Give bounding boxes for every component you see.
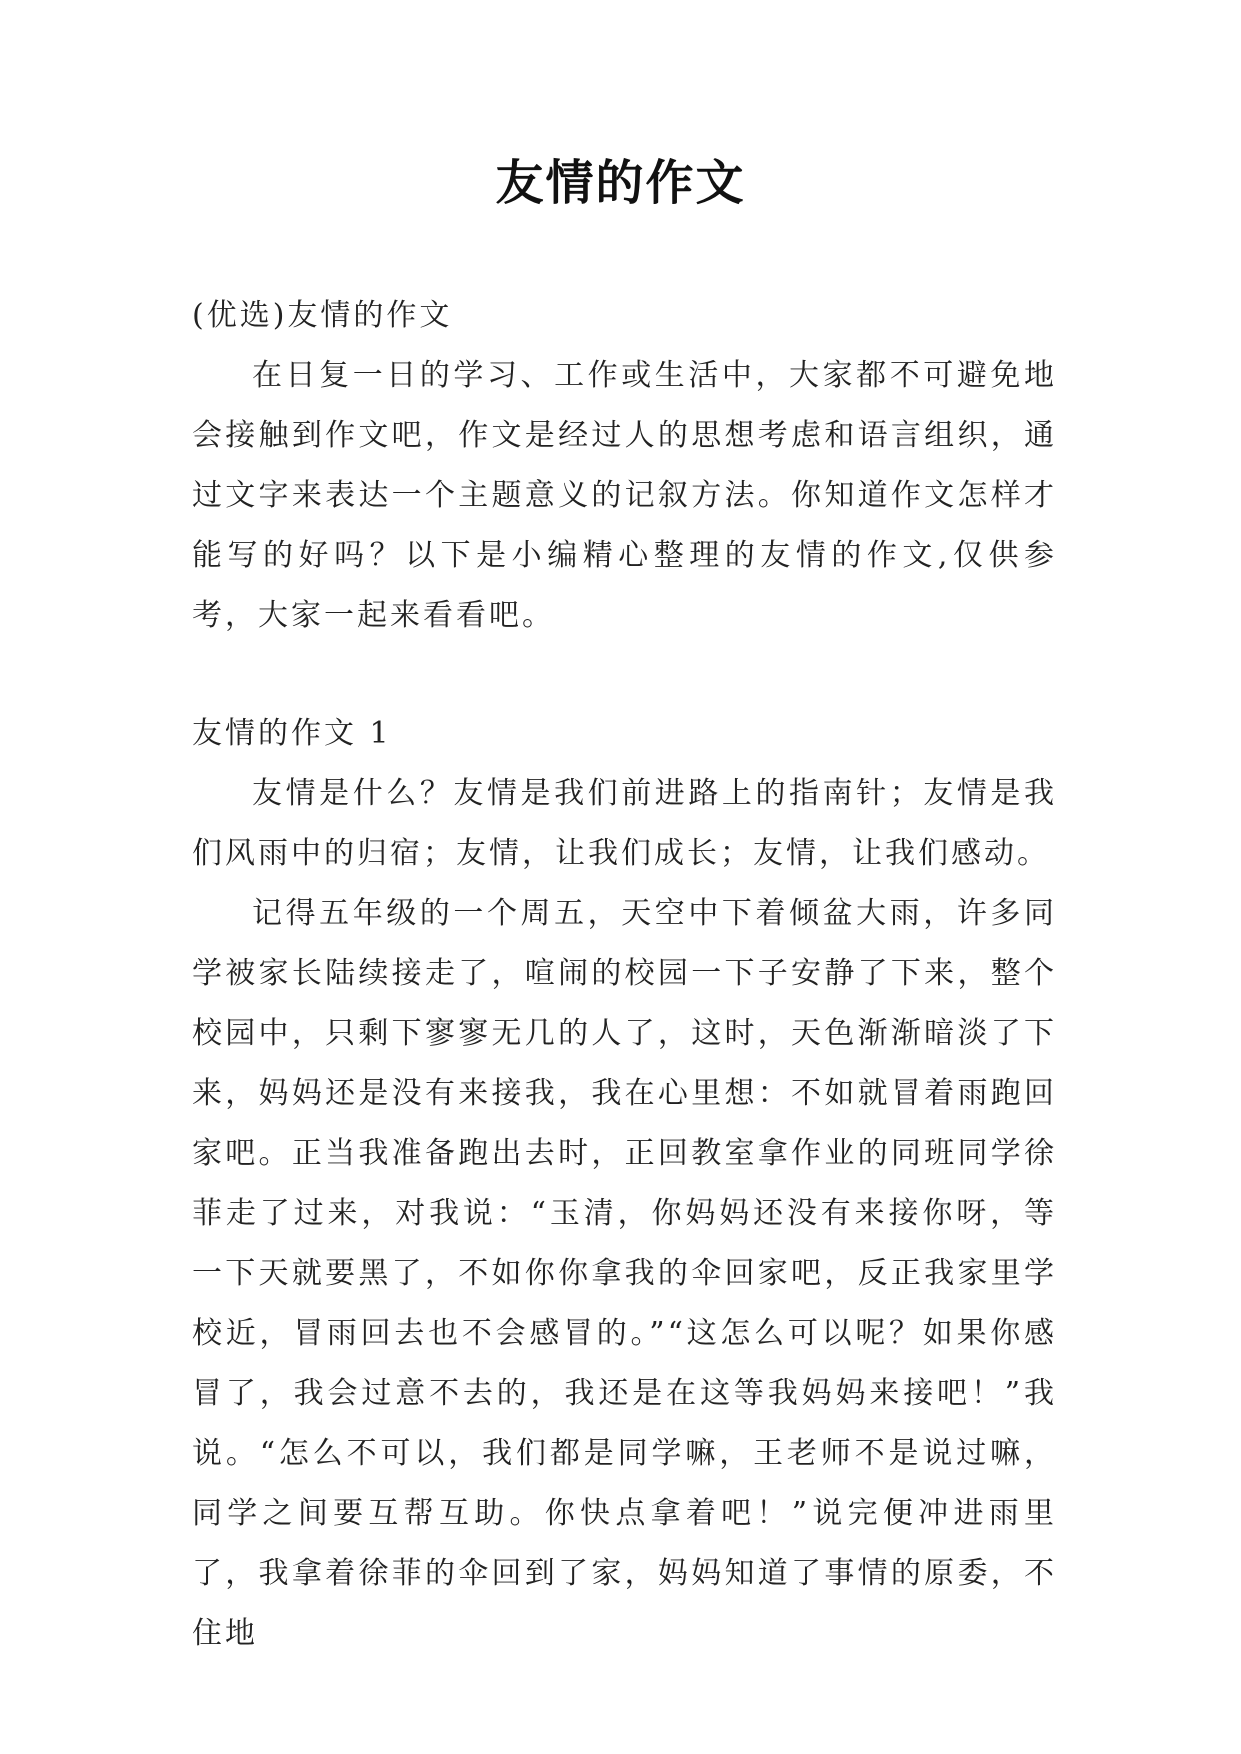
section-paragraph: 友情是什么？友情是我们前进路上的指南针；友情是我们风雨中的归宿；友情，让我们成长；友情，让我们感动。 xyxy=(192,776,1057,871)
section-heading: 友情的作文 1 xyxy=(192,716,392,751)
section-spacer xyxy=(192,646,1057,704)
intro-heading: (优选)友情的作文 xyxy=(192,298,453,333)
document-title: 友情的作文 xyxy=(495,155,746,211)
intro-paragraph: 在日复一日的学习、工作或生活中，大家都不可避免地会接触到作文吧，作文是经过人的思想考虑和语言组织，通过文字来表达一个主题意义的记叙方法。你知道作文怎样才能写的好吗？以下是小编精心整理的友情的作文,仅供参考，大家一起来看看吧。 xyxy=(192,358,1057,633)
section-paragraph: 记得五年级的一个周五，天空中下着倾盆大雨，许多同学被家长陆续接走了，喧闹的校园一下子安静了下来，整个校园中，只剩下寥寥无几的人了，这时，天色渐渐暗淡了下来，妈妈还是没有来接我，我在心里想：不如就冒着雨跑回家吧。正当我准备跑出去时，正回教室拿作业的同班同学徐菲走了过来，对我说：“玉清，你妈妈还没有来接你呀，等一下天就要黑了，不如你你拿我的伞回家吧，反正我家里学校近，冒雨回去也不会感冒的。”“这怎么可以呢？如果你感冒了，我会过意不去的，我还是在这等我妈妈来接吧！”我说。“怎么不可以，我们都是同学嘛，王老师不是说过嘛，同学之间要互帮互助。你快点拿着吧！”说完便冲进雨里了，我拿着徐菲的伞回到了家，妈妈知道了事情的原委，不住地 xyxy=(192,896,1057,1651)
document-body xyxy=(192,286,1057,1664)
